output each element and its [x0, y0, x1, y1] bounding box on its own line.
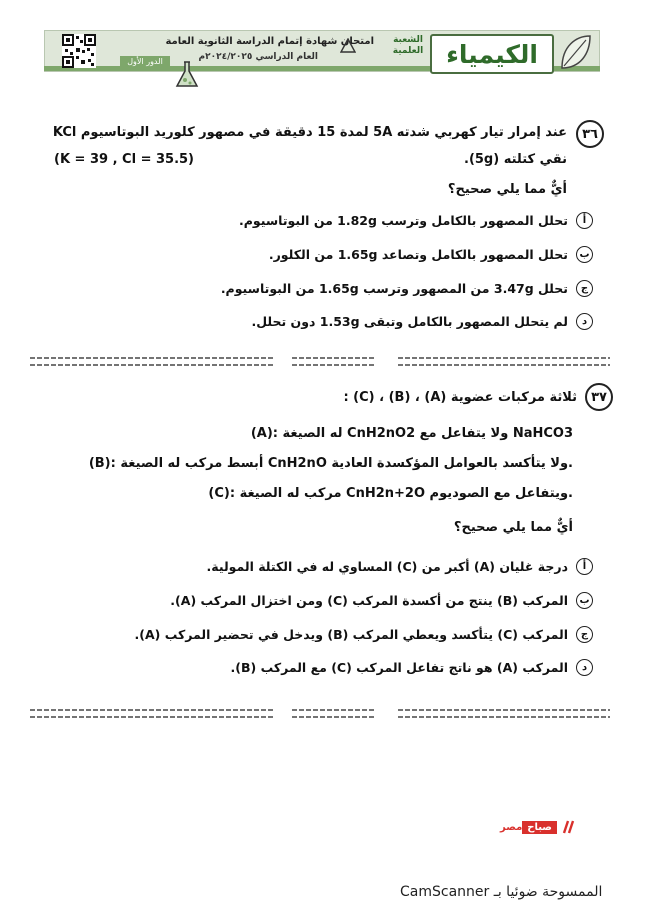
- subject-box: [430, 34, 554, 74]
- q37-compound-a: [251, 426, 573, 441]
- exam-round-badge: الدور الأول: [120, 56, 170, 68]
- choice-letter-b: ب: [576, 246, 593, 263]
- division-label: الشعبة العلمية: [392, 35, 424, 56]
- exam-title: امتحان شهادة إتمام الدراسة الثانوية العامة: [165, 36, 374, 47]
- q37-choice-b[interactable]: [170, 592, 593, 609]
- answer-separator: [30, 706, 610, 720]
- q36-constants: (K = 39 , Cl = 35.5): [54, 152, 194, 167]
- choice-text: درجة غليان (A) أكبر من (C) المساوي له في الكتلة المولية.: [206, 559, 568, 574]
- choice-text: تحلل المصهور بالكامل وترسب 1.82g من البوتاسيوم.: [239, 213, 568, 228]
- q37-intro: ثلاثة مركبات عضوية (A) ، (B) ، (C) :: [343, 390, 577, 405]
- subject-title: الكيمياء: [446, 39, 538, 69]
- question-number-36: ٣٦: [576, 120, 604, 148]
- exam-year: العام الدراسي ٢٠٢٤/٢٠٢٥م: [198, 52, 318, 62]
- q37-choice-c[interactable]: [135, 626, 594, 643]
- q37-compound-b: [89, 456, 573, 471]
- q36-stem-line2: نقي كتلته (5g).: [464, 152, 567, 167]
- scanner-footer: الممسوحة ضوئيا بـ CamScanner: [400, 884, 603, 900]
- choice-letter-d: د: [576, 313, 593, 330]
- choice-text: المركب (A) هو ناتج تفاعل المركب (C) مع المركب (B).: [230, 660, 568, 675]
- compound-label: (A):: [250, 426, 279, 441]
- question-number-37: ٣٧: [585, 383, 613, 411]
- choice-letter-d: د: [576, 659, 593, 676]
- q37-compound-c: [208, 486, 573, 501]
- watermark-site: مصر: [500, 821, 523, 833]
- exam-header: [44, 30, 600, 80]
- q36-choice-b[interactable]: [269, 246, 593, 263]
- watermark-logo: صباح: [522, 821, 557, 834]
- q36-choice-a[interactable]: [239, 212, 593, 229]
- compound-label: (C):: [208, 486, 236, 501]
- choice-text: تحلل 3.47g من المصهور وترسب 1.65g من البوتاسيوم.: [220, 281, 568, 296]
- choice-letter-c: ج: [576, 280, 593, 297]
- qr-code-icon: [62, 34, 96, 68]
- compound-text: مركب له الصيغة CnH2n+2O ويتفاعل مع الصوديوم.: [239, 486, 573, 501]
- answer-separator: [30, 354, 610, 368]
- q37-choice-d[interactable]: [231, 659, 593, 676]
- choice-text: المركب (C) يتأكسد ويعطي المركب (B) ويدخل في تحضير المركب (A).: [134, 627, 568, 642]
- choice-text: لم يتحلل المصهور بالكامل وتبقى 1.53g دون تحلل.: [251, 314, 568, 329]
- compound-label: (B):: [88, 456, 116, 471]
- q36-choice-c[interactable]: [221, 280, 593, 297]
- choice-text: المركب (B) ينتج من أكسدة المركب (C) ومن اختزال المركب (A).: [170, 593, 568, 608]
- triangle-icon: [340, 38, 356, 54]
- q36-prompt: أيٌّ مما يلي صحيح؟: [447, 182, 567, 197]
- choice-letter-b: ب: [576, 592, 593, 609]
- choice-letter-a: أ: [576, 212, 593, 229]
- q37-choice-a[interactable]: [207, 558, 593, 575]
- leaf-icon: [558, 32, 594, 72]
- flask-icon: [174, 60, 200, 90]
- q37-prompt: أيٌّ مما يلي صحيح؟: [453, 520, 573, 535]
- choice-letter-a: أ: [576, 558, 593, 575]
- q36-choice-d[interactable]: [251, 313, 593, 330]
- choice-letter-c: ج: [576, 626, 593, 643]
- watermark: [496, 820, 575, 834]
- compound-text: أبسط مركب له الصيغة CnH2nO ولا يتأكسد بالعوامل المؤكسدة العادية.: [120, 456, 573, 471]
- compound-text: له الصيغة CnH2nO2 ولا يتفاعل مع NaHCO3: [282, 426, 573, 441]
- logo-bars-icon: [561, 820, 575, 834]
- q36-stem-line1: عند إمرار تيار كهربي شدته 5A لمدة 15 دقيقة في مصهور كلوريد البوتاسيوم KCl: [52, 125, 567, 140]
- choice-text: تحلل المصهور بالكامل وتصاعد 1.65g من الكلور.: [268, 247, 568, 262]
